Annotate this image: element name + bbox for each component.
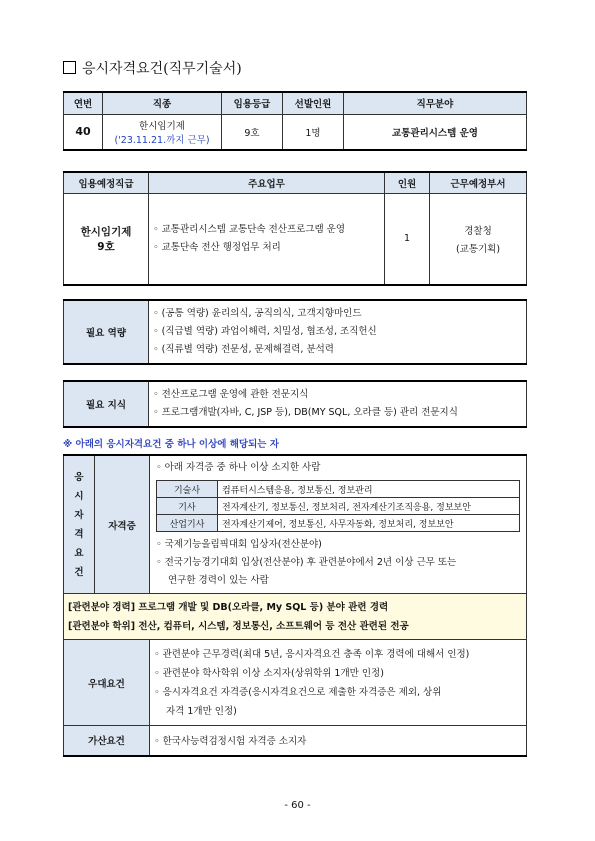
cert-category: 산업기사 [157, 515, 218, 532]
knowledge-list [149, 381, 527, 427]
cert-label: 자격증 [95, 455, 150, 594]
row-grade: 9호 [222, 114, 283, 150]
competency-item: ◦ (직류별 역량) 전문성, 문제해결력, 분석력 [153, 344, 334, 355]
knowledge-item: ◦ 전산프로그램 운영에 관한 전문지식 [153, 389, 309, 400]
competency-list [149, 300, 527, 364]
job-line2: ('23.11.21.까지 근무) [114, 134, 210, 146]
col-header-field: 직무분야 [344, 92, 527, 114]
col-header-grade: 임용등급 [222, 92, 283, 114]
bonus-label: 가산요건 [64, 726, 150, 756]
vert-char: 요 [74, 547, 84, 559]
knowledge-label: 필요 지식 [64, 381, 149, 427]
col-header-no: 연번 [64, 92, 103, 114]
rank-line1: 한시임기제 [80, 225, 132, 238]
col-header-people: 인원 [385, 172, 430, 193]
cert-extra: ◦ 전국기능경기대회 입상(전산분야) 후 관련분야에서 2년 이상 근무 또는 [156, 557, 457, 568]
preference-list [150, 640, 527, 726]
competency-item: ◦ (직급별 역량) 과업이해력, 치밀성, 협조성, 조직헌신 [153, 326, 377, 337]
duty-table [63, 171, 527, 286]
cert-category: 기사 [157, 498, 218, 515]
cert-category: 기술사 [157, 481, 218, 498]
cert-list: 전자계산기, 정보통신, 정보처리, 전자계산기조직응용, 정보보안 [218, 498, 520, 515]
vert-char: 건 [74, 566, 84, 578]
row-field: 교통관리시스템 운영 [344, 114, 527, 150]
preference-item: ◦ 관련분야 학사학위 이상 소지자(상위학위 1개만 인정) [154, 667, 384, 679]
cert-cell [150, 455, 527, 594]
job-line1: 한시임기제 [139, 120, 185, 132]
checkbox-icon [63, 61, 76, 74]
duty-item: ◦ 교통단속 전산 행정업무 처리 [153, 241, 281, 253]
preference-label: 우대요건 [64, 640, 150, 726]
knowledge-item: ◦ 프로그램개발(자바, C, JSP 등), DB(MY SQL, 오라클 등) 관리 전문지식 [153, 407, 458, 418]
row-count: 1명 [283, 114, 344, 150]
bonus-text: ◦ 한국사능력검정시험 자격증 소지자 [150, 726, 527, 756]
preference-item: 자격 1개만 인정) [166, 705, 237, 717]
col-header-rank: 임용예정직급 [64, 172, 149, 193]
related-experience: [관련분야 경력] 프로그램 개발 및 DB(오라클, My SQL 등) 분야 관련 경력 [68, 601, 389, 613]
section-title-text: 응시자격요건(직무기술서) [82, 61, 242, 77]
competency-item: ◦ (공통 역량) 윤리의식, 공직의식, 고객지향마인드 [153, 308, 362, 319]
rank-cell [64, 193, 149, 285]
col-header-duty: 주요업무 [149, 172, 385, 193]
qualification-note: ※ 아래의 응시자격요건 중 하나 이상에 해당되는 자 [63, 439, 279, 450]
col-header-job: 직종 [103, 92, 222, 114]
section-title [63, 58, 242, 78]
cert-list: 전자계산기제어, 정보통신, 사무자동화, 정보처리, 정보보안 [218, 515, 520, 532]
cert-extra: ◦ 국제기능올림픽대회 입상자(전산분야) [156, 539, 322, 550]
preference-item: ◦ 응시자격요건 자격증(응시자격요건으로 제출한 자격증은 제외, 상위 [154, 686, 442, 698]
cert-list: 컴퓨터시스템응용, 정보통신, 정보관리 [218, 481, 520, 498]
competency-label: 필요 역량 [64, 300, 149, 364]
knowledge-table [63, 380, 527, 428]
duty-cell [149, 193, 385, 285]
cert-extra: 연구한 경력이 있는 사람 [168, 575, 269, 586]
row-no: 40 [64, 114, 103, 150]
vert-char: 자 [74, 509, 84, 521]
cert-table [156, 480, 520, 532]
qualification-vertical-label [64, 455, 95, 594]
page-number: - 60 - [284, 800, 311, 811]
competency-table [63, 299, 527, 365]
vert-char: 격 [74, 528, 84, 540]
qualification-table [63, 454, 527, 757]
people-cell: 1 [385, 193, 430, 285]
dept-line1: 경찰청 [464, 225, 492, 237]
rank-line2: 9호 [97, 240, 115, 253]
related-degree: [관련분야 학위] 전산, 컴퓨터, 시스템, 정보통신, 소프트웨어 등 전산 관련된 전공 [68, 620, 409, 632]
related-cell [64, 594, 527, 640]
dept-line2: (교통기획) [455, 243, 501, 255]
vert-char: 시 [74, 490, 84, 502]
col-header-count: 선발인원 [283, 92, 344, 114]
preference-item: ◦ 관련분야 근무경력(최대 5년, 응시자격요건 충족 이후 경력에 대해서 인정) [154, 648, 470, 660]
col-header-dept: 근무예정부서 [430, 172, 527, 193]
position-table [63, 91, 527, 151]
dept-cell [430, 193, 527, 285]
cert-intro: ◦ 아래 자격증 중 하나 이상 소지한 사람 [156, 462, 321, 473]
row-job [103, 114, 222, 150]
vert-char: 응 [74, 471, 84, 483]
duty-item: ◦ 교통관리시스템 교통단속 전산프로그램 운영 [153, 223, 346, 235]
